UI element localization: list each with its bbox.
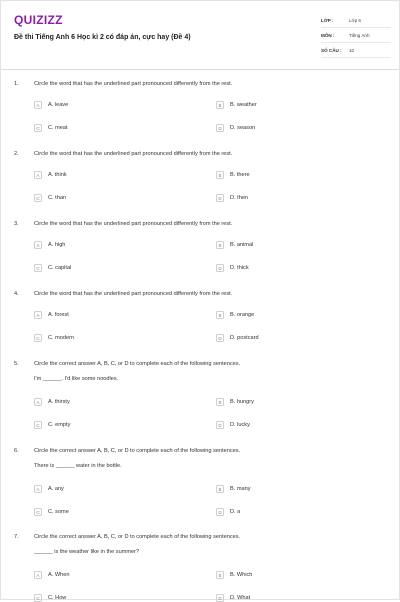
option-label: B. animal (230, 242, 254, 248)
option-letter-box[interactable]: C (34, 508, 42, 516)
answer-option-a[interactable] (34, 311, 69, 319)
option-letter-box[interactable]: D (216, 124, 224, 132)
question-number: 6. (14, 448, 19, 454)
meta-value: Lớp 6 (349, 17, 361, 23)
meta-value: 10 (349, 47, 355, 53)
option-label: B. weather (230, 102, 257, 108)
answer-option-b[interactable] (216, 171, 250, 179)
option-letter-box[interactable]: D (216, 508, 224, 516)
answer-option-a[interactable] (34, 398, 70, 406)
answer-option-d[interactable] (216, 124, 255, 132)
question-text: Circle the correct answer A, B, C, or D to complete each of the following sentences. (34, 534, 241, 540)
answer-option-d[interactable] (216, 594, 250, 602)
option-label: A. forest (48, 312, 69, 318)
option-label: B. orange (230, 312, 255, 318)
answer-option-b[interactable] (216, 485, 251, 493)
option-letter-box[interactable]: D (216, 334, 224, 342)
meta-subject-row (321, 28, 391, 43)
option-letter-box[interactable]: B (216, 571, 224, 579)
quizizz-logo: QUIZIZZ (14, 13, 63, 27)
meta-label: MÔN : (321, 32, 335, 38)
option-label: C. some (48, 509, 69, 515)
answer-option-c[interactable] (34, 334, 74, 342)
option-letter-box[interactable]: D (216, 421, 224, 429)
option-label: D. lucky (230, 422, 250, 428)
option-letter-box[interactable]: B (216, 171, 224, 179)
answer-option-c[interactable] (34, 264, 71, 272)
option-letter-box[interactable]: A (34, 311, 42, 319)
option-letter-box[interactable]: B (216, 485, 224, 493)
meta-label: LỚP : (321, 17, 334, 23)
option-letter-box[interactable]: C (34, 334, 42, 342)
option-letter-box[interactable]: C (34, 594, 42, 602)
option-label: D. a (230, 509, 241, 515)
meta-value: Tiếng Anh (349, 32, 370, 38)
answer-option-b[interactable] (216, 311, 254, 319)
answer-option-c[interactable] (34, 594, 66, 602)
question-text: Circle the word that has the underlined part pronounced differently from the rest. (34, 151, 233, 157)
answer-option-b[interactable] (216, 398, 254, 406)
answer-option-c[interactable] (34, 508, 69, 516)
question-number: 7. (14, 534, 19, 540)
option-label: B. there (230, 172, 250, 178)
option-label: A. When (48, 572, 70, 578)
option-label: D. thick (230, 265, 249, 271)
meta-class-row (321, 13, 391, 28)
option-label: A. any (48, 486, 64, 492)
question-number: 3. (14, 221, 19, 227)
answer-option-c[interactable] (34, 421, 70, 429)
meta-count-row (321, 43, 391, 58)
question-text: Circle the correct answer A, B, C, or D to complete each of the following sentences. (34, 448, 241, 454)
question-sentence: ______ is the weather like in the summer? (34, 549, 140, 555)
option-letter-box[interactable]: A (34, 398, 42, 406)
option-label: D. then (230, 195, 249, 201)
option-label: C. meat (48, 125, 68, 131)
question-number: 4. (14, 291, 19, 297)
option-label: C. empty (48, 422, 71, 428)
option-label: D. postcard (230, 335, 259, 341)
option-label: B. Which (230, 572, 253, 578)
option-label: C. How (48, 595, 67, 601)
option-letter-box[interactable]: D (216, 594, 224, 602)
option-label: B. hungry (230, 399, 254, 405)
option-letter-box[interactable]: C (34, 124, 42, 132)
option-letter-box[interactable]: A (34, 171, 42, 179)
option-letter-box[interactable]: B (216, 241, 224, 249)
option-letter-box[interactable]: A (34, 101, 42, 109)
answer-option-b[interactable] (216, 101, 257, 109)
option-letter-box[interactable]: C (34, 264, 42, 272)
question-sentence: There is ______ water in the bottle. (34, 463, 122, 469)
option-label: B. many (230, 486, 251, 492)
option-letter-box[interactable]: A (34, 571, 42, 579)
question-text: Circle the word that has the underlined part pronounced differently from the rest. (34, 221, 233, 227)
option-letter-box[interactable]: C (34, 421, 42, 429)
answer-option-c[interactable] (34, 194, 66, 202)
option-label: C. than (48, 195, 67, 201)
option-label: D. What (230, 595, 251, 601)
question-text: Circle the word that has the underlined part pronounced differently from the rest. (34, 81, 233, 87)
answer-option-d[interactable] (216, 334, 259, 342)
option-label: A. leave (48, 102, 69, 108)
worksheet-meta (321, 13, 391, 58)
answer-option-d[interactable] (216, 508, 240, 516)
worksheet-title: Đề thi Tiếng Anh 6 Học kì 2 có đáp án, cực hay (Đề 4) (14, 34, 191, 41)
option-letter-box[interactable]: A (34, 241, 42, 249)
option-label: D. season (230, 125, 256, 131)
option-letter-box[interactable]: B (216, 311, 224, 319)
option-label: A. thirsty (48, 399, 70, 405)
question-sentence: I'm ______. I'd like some noodles. (34, 376, 119, 382)
question-number: 5. (14, 361, 19, 367)
question-text: Circle the correct answer A, B, C, or D to complete each of the following sentences. (34, 361, 241, 367)
question-number: 1. (14, 81, 19, 87)
answer-option-b[interactable] (216, 571, 252, 579)
option-letter-box[interactable]: B (216, 398, 224, 406)
answer-option-a[interactable] (34, 485, 64, 493)
answer-option-a[interactable] (34, 241, 65, 249)
question-text: Circle the word that has the underlined part pronounced differently from the rest. (34, 291, 233, 297)
answer-option-a[interactable] (34, 101, 68, 109)
answer-option-c[interactable] (34, 124, 68, 132)
answer-option-a[interactable] (34, 571, 69, 579)
question-number: 2. (14, 151, 19, 157)
option-label: C. modern (48, 335, 75, 341)
answer-option-d[interactable] (216, 194, 248, 202)
option-letter-box[interactable]: C (34, 194, 42, 202)
answer-option-d[interactable] (216, 421, 250, 429)
option-label: A. high (48, 242, 66, 248)
option-letter-box[interactable]: A (34, 485, 42, 493)
answer-option-d[interactable] (216, 264, 249, 272)
option-letter-box[interactable]: D (216, 194, 224, 202)
option-label: A. think (48, 172, 67, 178)
answer-option-a[interactable] (34, 171, 67, 179)
option-label: C. capital (48, 265, 72, 271)
option-letter-box[interactable]: D (216, 264, 224, 272)
answer-option-b[interactable] (216, 241, 253, 249)
option-letter-box[interactable]: B (216, 101, 224, 109)
meta-label: SỐ CÂU : (321, 47, 342, 53)
worksheet-header (1, 1, 399, 70)
